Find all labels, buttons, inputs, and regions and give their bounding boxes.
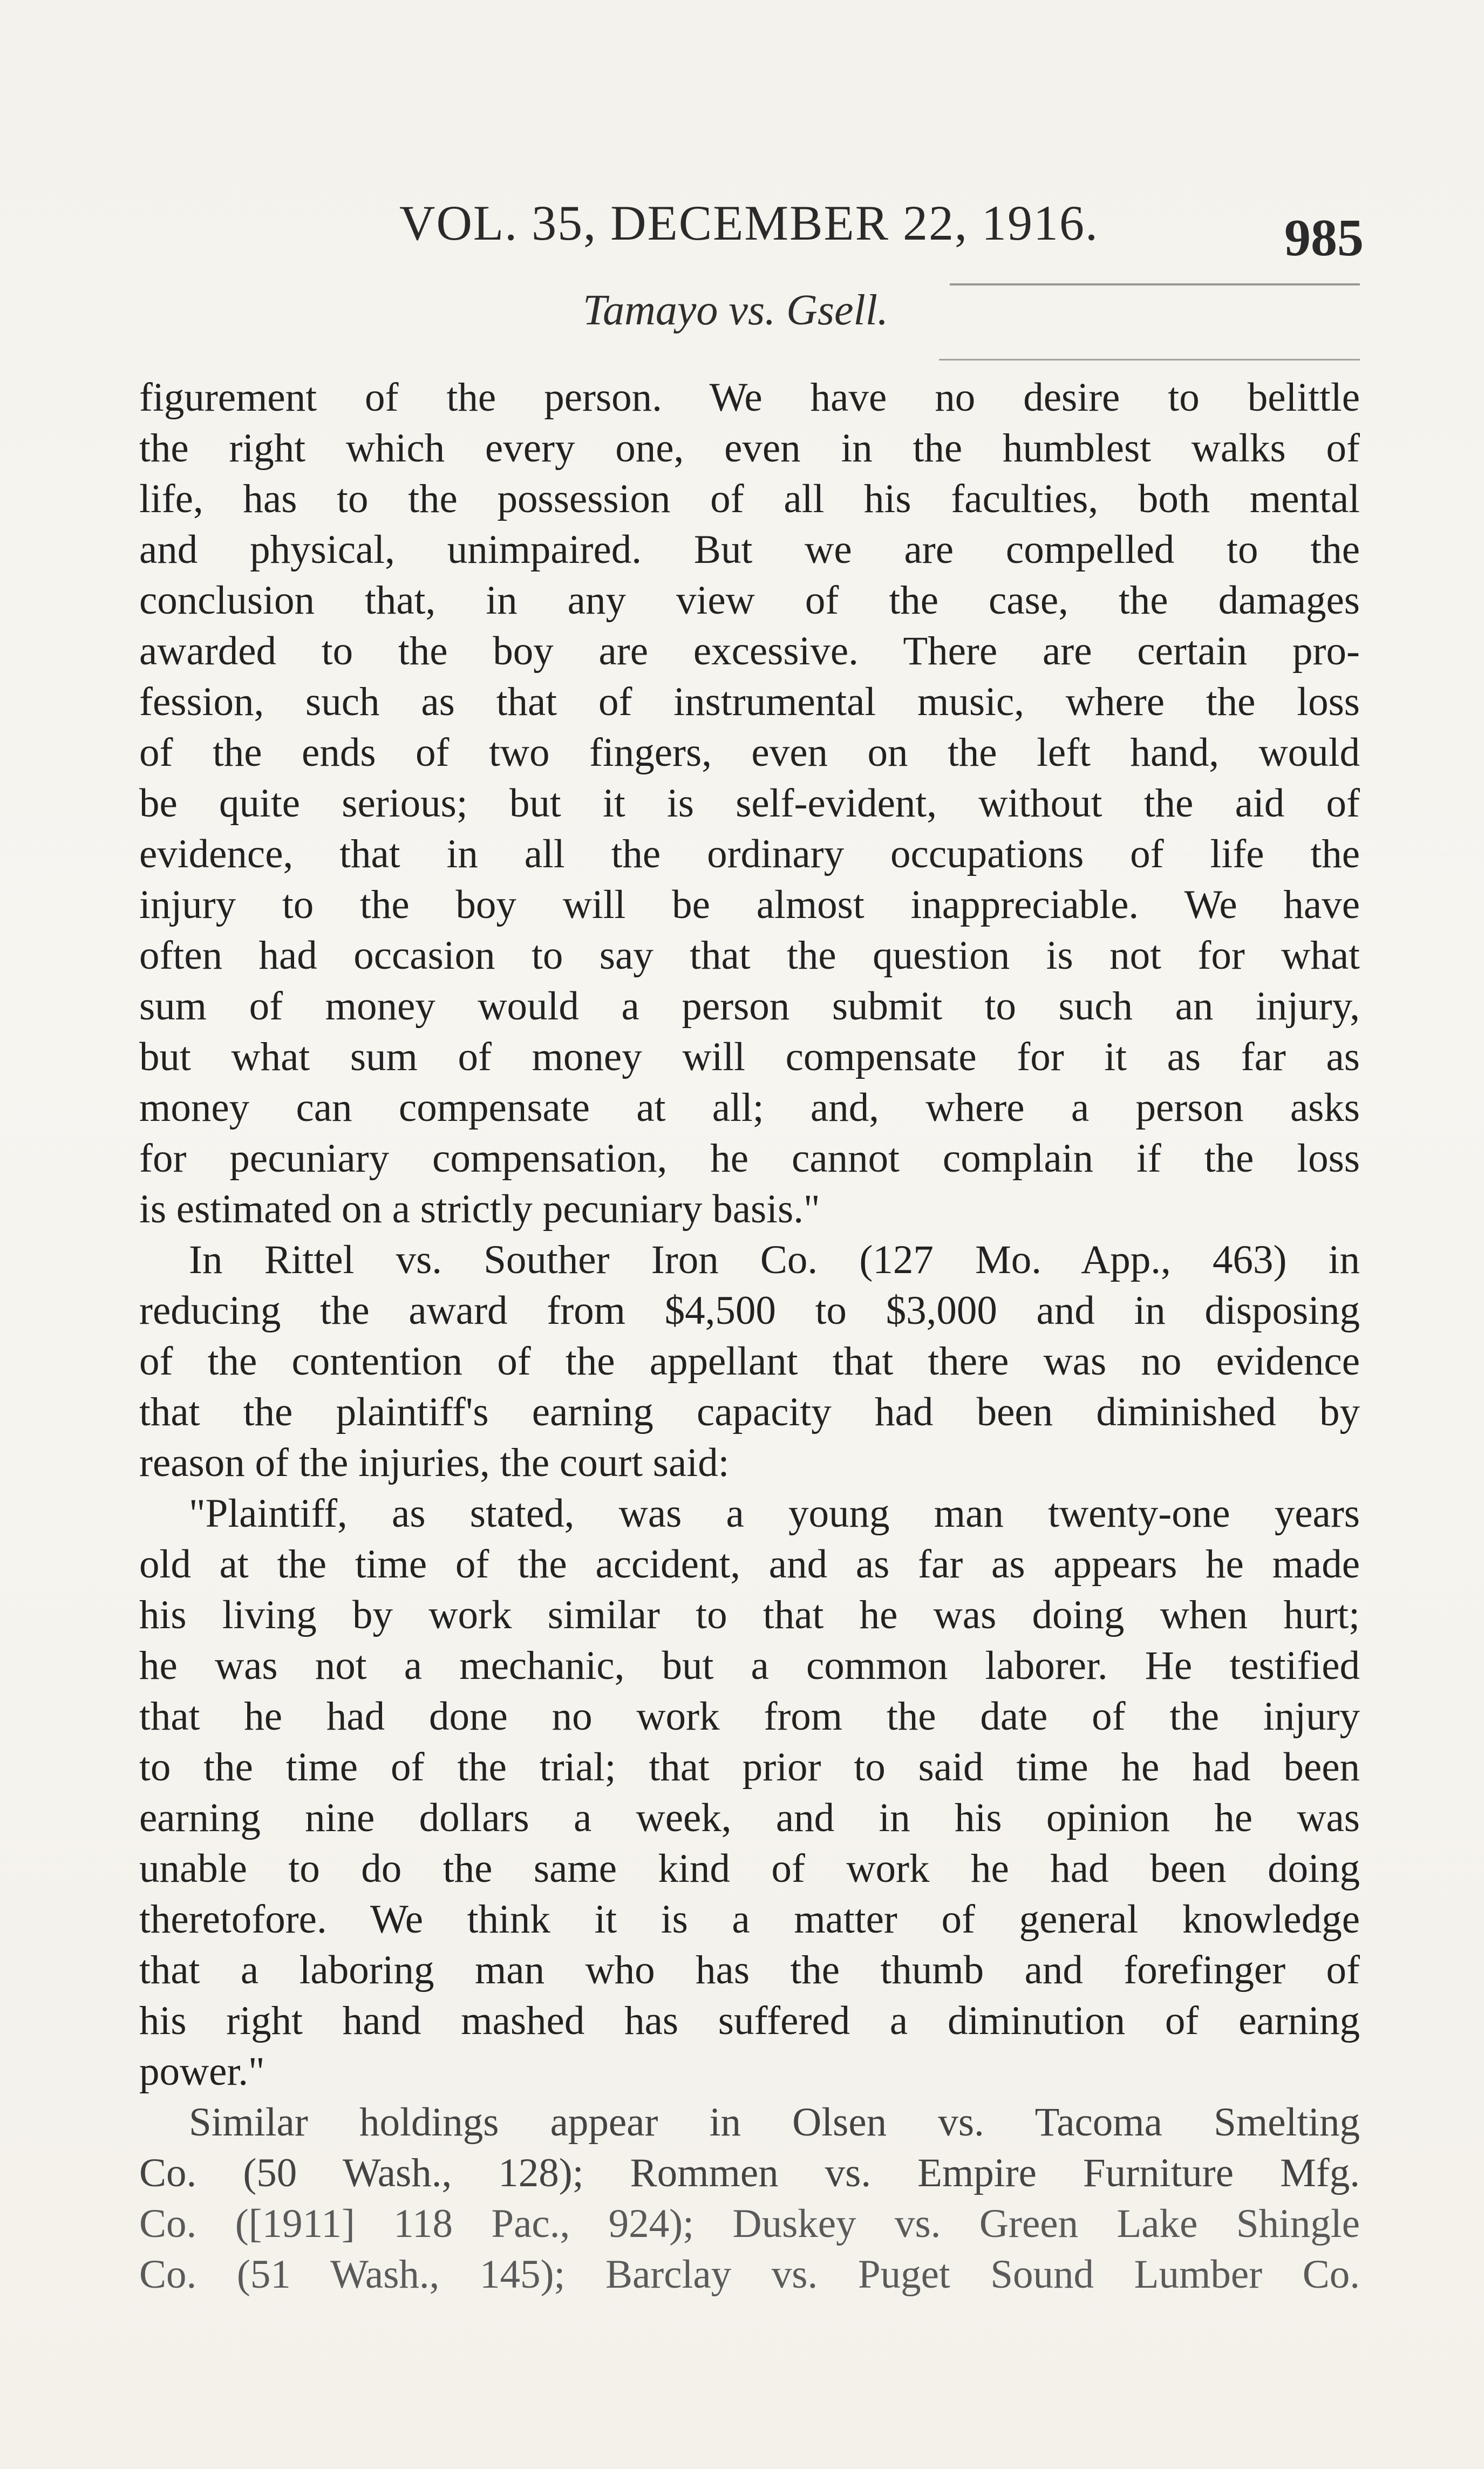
text-line: of the contention of the appellant that there was no evidence	[139, 1339, 1360, 1384]
text-line: fession, such as that of instrumental music, where the loss	[139, 679, 1360, 724]
text-line: but what sum of money will compensate for it as far as	[139, 1035, 1360, 1079]
text-line: for pecuniary compensation, he cannot complain if the loss	[139, 1136, 1360, 1181]
text-line: In Rittel vs. Souther Iron Co. (127 Mo. App., 463) in	[189, 1237, 1360, 1282]
text-line: Similar holdings appear in Olsen vs. Tacoma Smelting	[189, 2100, 1360, 2145]
text-line: money can compensate at all; and, where a person asks	[139, 1085, 1360, 1130]
text-line: awarded to the boy are excessive. There are certain pro-	[139, 629, 1360, 674]
text-line: his living by work similar to that he was doing when hurt;	[139, 1593, 1360, 1637]
body-text	[139, 372, 1360, 2300]
text-line: that the plaintiff's earning capacity had been diminished by	[139, 1390, 1360, 1434]
text-line: his right hand mashed has suffered a diminution of earning	[139, 1998, 1360, 2043]
case-title: Tamayo vs. Gsell.	[583, 287, 888, 334]
text-line: Co. (50 Wash., 128); Rommen vs. Empire Furniture Mfg.	[139, 2151, 1360, 2195]
text-line: to the time of the trial; that prior to said time he had been	[139, 1745, 1360, 1790]
text-line: "Plaintiff, as stated, was a young man twenty-one years	[189, 1491, 1360, 1536]
text-line: life, has to the possession of all his faculties, both mental	[139, 477, 1360, 521]
text-line: he was not a mechanic, but a common laborer. He testified	[139, 1643, 1360, 1688]
text-line: that he had done no work from the date of the injury	[139, 1694, 1360, 1739]
running-head: VOL. 35, DECEMBER 22, 1916.	[399, 195, 1099, 250]
text-line: Co. (51 Wash., 145); Barclay vs. Puget Sound Lumber Co.	[139, 2252, 1360, 2297]
text-line: power."	[139, 2049, 265, 2094]
text-line: conclusion that, in any view of the case, the damages	[139, 578, 1360, 623]
text-line: of the ends of two fingers, even on the left hand, would	[139, 730, 1360, 775]
header-rule	[950, 283, 1360, 285]
text-line: injury to the boy will be almost inappreciable. We have	[139, 882, 1360, 927]
text-line: unable to do the same kind of work he had been doing	[139, 1846, 1360, 1891]
text-line: figurement of the person. We have no desire to belittle	[139, 375, 1360, 420]
text-line: the right which every one, even in the humblest walks of	[139, 426, 1360, 471]
text-line: reason of the injuries, the court said:	[139, 1440, 730, 1485]
text-line: earning nine dollars a week, and in his opinion he was	[139, 1795, 1360, 1840]
text-line: evidence, that in all the ordinary occupations of life the	[139, 832, 1360, 876]
text-line: Co. ([1911] 118 Pac., 924); Duskey vs. Green Lake Shingle	[139, 2201, 1360, 2246]
page-number: 985	[1284, 209, 1364, 267]
text-line: is estimated on a strictly pecuniary basis."	[139, 1187, 820, 1232]
text-line: and physical, unimpaired. But we are compelled to the	[139, 527, 1360, 572]
text-line: theretofore. We think it is a matter of general knowledge	[139, 1897, 1360, 1942]
text-line: sum of money would a person submit to such an injury,	[139, 984, 1360, 1029]
text-line: often had occasion to say that the question is not for what	[139, 933, 1360, 978]
title-rule	[939, 359, 1360, 361]
text-line: old at the time of the accident, and as far as appears he made	[139, 1542, 1360, 1587]
text-line: that a laboring man who has the thumb and forefinger of	[139, 1948, 1360, 1992]
text-line: be quite serious; but it is self-evident, without the aid of	[139, 781, 1360, 826]
text-line: reducing the award from $4,500 to $3,000 and in disposing	[139, 1288, 1360, 1333]
